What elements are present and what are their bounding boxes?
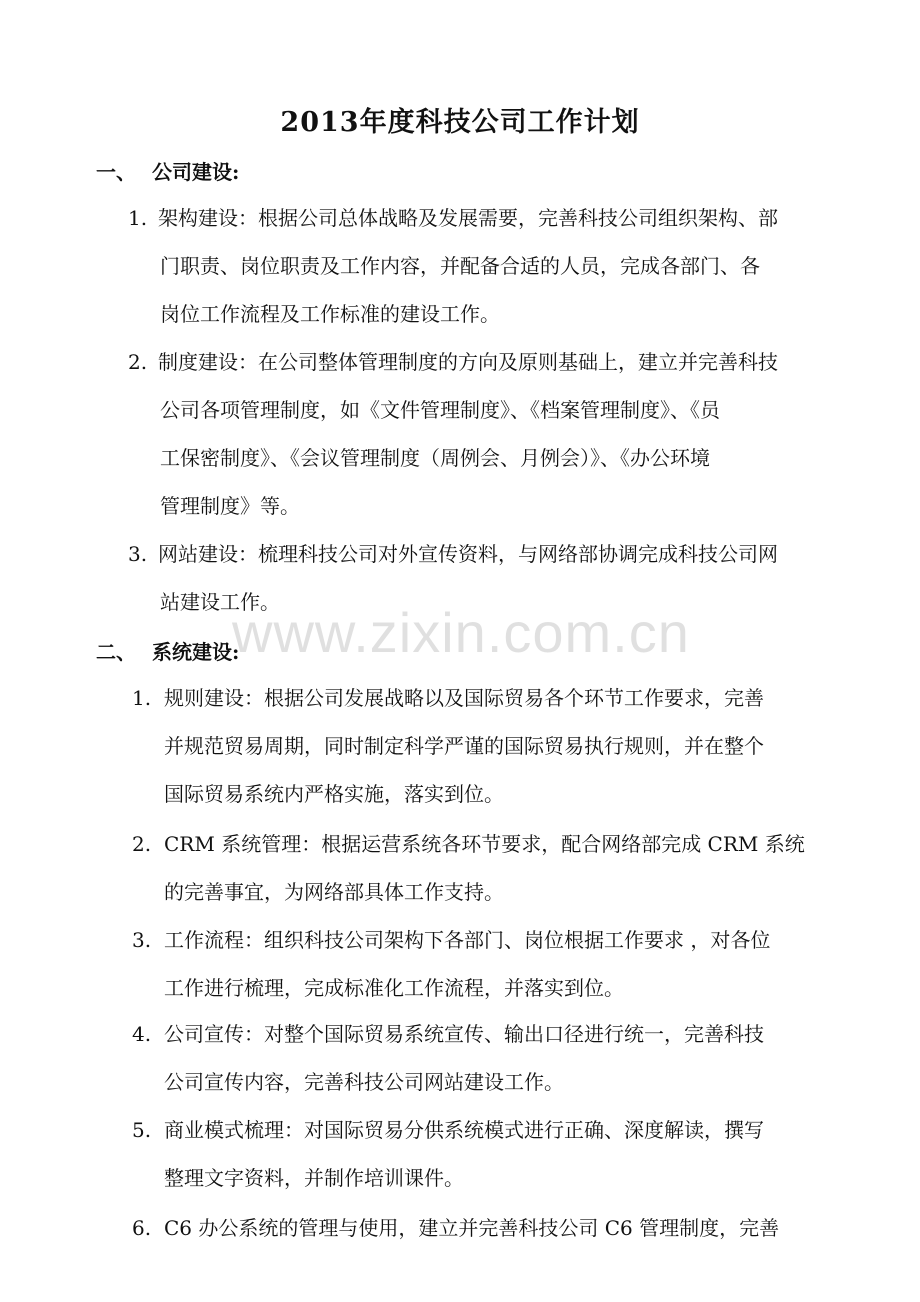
item-number: 3.: [128, 542, 148, 566]
item-line: 岗位工作流程及工作标准的建设工作。: [160, 302, 500, 326]
item-line: 门职责、岗位职责及工作内容，并配备合适的人员，完成各部门、各: [160, 254, 760, 278]
list-item: [132, 916, 771, 1012]
item-number: 2.: [132, 832, 152, 856]
list-item: [132, 674, 764, 818]
item-number: 6.: [132, 1216, 152, 1240]
item-line: 制度建设：在公司整体管理制度的方向及原则基础上，建立并完善科技: [158, 350, 778, 374]
item-line: CRM 系统管理：根据运营系统各环节要求，配合网络部完成 CRM 系统: [164, 832, 805, 856]
item-line: 整理文字资料，并制作培训课件。: [164, 1166, 464, 1190]
item-line: 工作进行梳理，完成标准化工作流程，并落实到位。: [164, 976, 624, 1000]
item-line: 管理制度》等。: [160, 494, 300, 518]
section-heading-1: [96, 156, 239, 185]
item-number: 3.: [132, 928, 152, 952]
document-title: 2013年度科技公司工作计划: [280, 107, 640, 138]
list-item: [132, 1204, 780, 1252]
section-title: 公司建设:: [152, 160, 240, 184]
item-number: 1.: [132, 686, 152, 710]
item-line: 架构建设：根据公司总体战略及发展需要，完善科技公司组织架构、部: [158, 206, 778, 230]
list-item: [132, 1106, 764, 1202]
item-line: 站建设工作。: [160, 590, 280, 614]
section-number: 一、: [96, 160, 136, 184]
item-number: 2.: [128, 350, 148, 374]
item-line: 工保密制度》、《会议管理制度（周例会、月例会）》、《办公环境: [160, 446, 710, 470]
section-number: 二、: [96, 640, 136, 664]
list-item: [132, 820, 805, 916]
section-title: 系统建设:: [152, 640, 240, 664]
item-line: C6 办公系统的管理与使用，建立并完善科技公司 C6 管理制度，完善: [164, 1216, 780, 1240]
item-line: 国际贸易系统内严格实施，落实到位。: [164, 782, 504, 806]
section-heading-2: [96, 636, 239, 665]
item-number: 1.: [128, 206, 148, 230]
list-item: [128, 194, 778, 338]
watermark: www.zixin.com.cn: [232, 601, 690, 664]
item-line: 的完善事宜，为网络部具体工作支持。: [164, 880, 504, 904]
item-line: 公司宣传：对整个国际贸易系统宣传、输出口径进行统一，完善科技: [164, 1022, 764, 1046]
item-number: 5.: [132, 1118, 152, 1142]
item-line: 网站建设：梳理科技公司对外宣传资料，与网络部协调完成科技公司网: [158, 542, 778, 566]
item-line: 规则建设：根据公司发展战略以及国际贸易各个环节工作要求，完善: [164, 686, 764, 710]
item-line: 公司宣传内容，完善科技公司网站建设工作。: [164, 1070, 564, 1094]
item-line: 并规范贸易周期，同时制定科学严谨的国际贸易执行规则，并在整个: [164, 734, 764, 758]
item-line: 商业模式梳理：对国际贸易分供系统模式进行正确、深度解读，撰写: [164, 1118, 764, 1142]
item-line: 公司各项管理制度，如《文件管理制度》、《档案管理制度》、《员: [160, 398, 720, 422]
item-line: 工作流程：组织科技公司架构下各部门、岗位根据工作要求 ，对各位: [164, 928, 771, 952]
list-item: [128, 338, 778, 530]
item-number: 4.: [132, 1022, 152, 1046]
list-item: [132, 1010, 764, 1106]
